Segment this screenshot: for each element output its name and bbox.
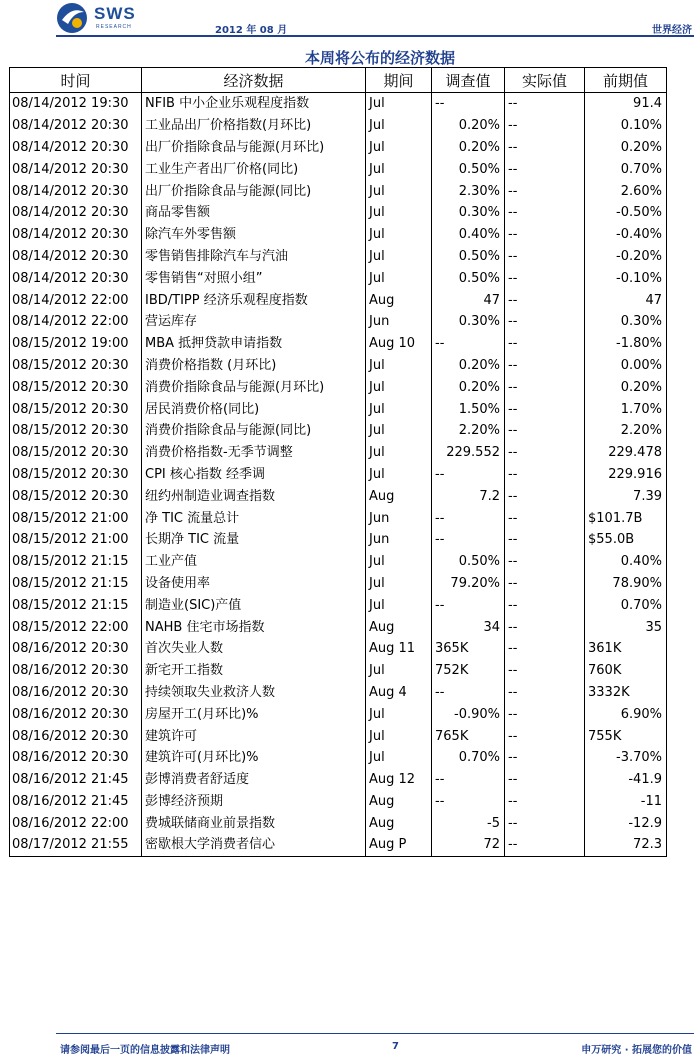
table-row (10, 355, 667, 377)
table-row (10, 398, 667, 420)
cell-indicator: 费城联储商业前景指数 (142, 812, 366, 834)
page-number: 7 (392, 1041, 399, 1052)
cell-survey: 0.40% (432, 224, 505, 246)
cell-time: 08/15/2012 21:00 (10, 529, 142, 551)
cell-survey: 0.50% (432, 551, 505, 573)
table-row (10, 507, 667, 529)
cell-prior: 72.3 (585, 834, 667, 856)
cell-actual: -- (505, 573, 585, 595)
cell-prior: 229.478 (585, 442, 667, 464)
footer-slogan: 申万研究 · 拓展您的价值 (581, 1045, 692, 1056)
cell-actual: -- (505, 442, 585, 464)
cell-time: 08/14/2012 20:30 (10, 137, 142, 159)
cell-actual: -- (505, 660, 585, 682)
logo-subtext: RESEARCH (96, 24, 132, 30)
cell-period: Jul (366, 725, 432, 747)
cell-survey: 2.30% (432, 180, 505, 202)
table-row (10, 246, 667, 268)
cell-actual: -- (505, 485, 585, 507)
cell-prior: -0.10% (585, 267, 667, 289)
cell-time: 08/14/2012 20:30 (10, 115, 142, 137)
cell-survey: 0.20% (432, 355, 505, 377)
cell-time: 08/15/2012 20:30 (10, 485, 142, 507)
cell-survey: -- (432, 594, 505, 616)
cell-period: Aug P (366, 834, 432, 856)
cell-time: 08/15/2012 20:30 (10, 442, 142, 464)
cell-indicator: 设备使用率 (142, 573, 366, 595)
cell-actual: -- (505, 682, 585, 704)
cell-indicator: 密歇根大学消费者信心 (142, 834, 366, 856)
cell-time: 08/14/2012 20:30 (10, 246, 142, 268)
cell-prior: -0.20% (585, 246, 667, 268)
cell-period: Jul (366, 180, 432, 202)
cell-indicator: 彭博经济预期 (142, 791, 366, 813)
cell-indicator: 长期净 TIC 流量 (142, 529, 366, 551)
cell-indicator: MBA 抵押贷款申请指数 (142, 333, 366, 355)
cell-survey: -- (432, 333, 505, 355)
cell-prior: 0.70% (585, 594, 667, 616)
cell-indicator: 房屋开工(月环比)% (142, 703, 366, 725)
cell-period: Aug (366, 485, 432, 507)
cell-indicator: 工业品出厂价格指数(月环比) (142, 115, 366, 137)
cell-actual: -- (505, 725, 585, 747)
cell-prior: $55.0B (585, 529, 667, 551)
cell-survey: 47 (432, 289, 505, 311)
cell-period: Jul (366, 747, 432, 769)
cell-indicator: 除汽车外零售额 (142, 224, 366, 246)
table-row (10, 376, 667, 398)
cell-actual: -- (505, 529, 585, 551)
cell-actual: -- (505, 224, 585, 246)
cell-time: 08/16/2012 20:30 (10, 747, 142, 769)
cell-period: Jul (366, 594, 432, 616)
cell-period: Jul (366, 202, 432, 224)
cell-time: 08/14/2012 20:30 (10, 224, 142, 246)
cell-time: 08/15/2012 19:00 (10, 333, 142, 355)
cell-period: Aug (366, 812, 432, 834)
cell-survey: -- (432, 682, 505, 704)
cell-actual: -- (505, 616, 585, 638)
cell-time: 08/15/2012 21:15 (10, 594, 142, 616)
table-row (10, 529, 667, 551)
cell-actual: -- (505, 158, 585, 180)
cell-actual: -- (505, 115, 585, 137)
cell-indicator: 消费价格指数 (月环比) (142, 355, 366, 377)
table-header-row (10, 68, 667, 93)
cell-actual: -- (505, 311, 585, 333)
cell-time: 08/15/2012 22:00 (10, 616, 142, 638)
cell-prior: 35 (585, 616, 667, 638)
cell-indicator: 零售销售“对照小组” (142, 267, 366, 289)
cell-prior: -0.50% (585, 202, 667, 224)
cell-indicator: 新宅开工指数 (142, 660, 366, 682)
cell-actual: -- (505, 420, 585, 442)
cell-prior: $101.7B (585, 507, 667, 529)
table-row (10, 115, 667, 137)
table-row (10, 812, 667, 834)
cell-actual: -- (505, 638, 585, 660)
cell-period: Jul (366, 355, 432, 377)
cell-prior: 47 (585, 289, 667, 311)
cell-period: Jul (366, 703, 432, 725)
table-row (10, 682, 667, 704)
cell-prior: 755K (585, 725, 667, 747)
cell-indicator: 零售销售排除汽车与汽油 (142, 246, 366, 268)
cell-indicator: 消费价指除食品与能源(月环比) (142, 376, 366, 398)
table-row (10, 485, 667, 507)
cell-time: 08/16/2012 21:45 (10, 769, 142, 791)
cell-indicator: 首次失业人数 (142, 638, 366, 660)
cell-survey: 0.70% (432, 747, 505, 769)
cell-actual: -- (505, 464, 585, 486)
table-row (10, 442, 667, 464)
cell-period: Jul (366, 224, 432, 246)
cell-prior: 3332K (585, 682, 667, 704)
cell-time: 08/16/2012 20:30 (10, 725, 142, 747)
cell-survey: -0.90% (432, 703, 505, 725)
table-row (10, 464, 667, 486)
cell-time: 08/14/2012 20:30 (10, 202, 142, 224)
cell-prior: 0.00% (585, 355, 667, 377)
cell-survey: 0.50% (432, 158, 505, 180)
company-logo (56, 0, 166, 36)
cell-period: Jul (366, 398, 432, 420)
header-date: 2012 年 08 月 (215, 25, 288, 36)
table-row (10, 158, 667, 180)
cell-survey: 229.552 (432, 442, 505, 464)
cell-actual: -- (505, 289, 585, 311)
cell-time: 08/16/2012 20:30 (10, 682, 142, 704)
cell-time: 08/15/2012 20:30 (10, 355, 142, 377)
table-row (10, 202, 667, 224)
cell-period: Jul (366, 464, 432, 486)
table-row (10, 791, 667, 813)
cell-time: 08/14/2012 22:00 (10, 289, 142, 311)
cell-actual: -- (505, 267, 585, 289)
cell-actual: -- (505, 507, 585, 529)
cell-indicator: 出厂价指除食品与能源(同比) (142, 180, 366, 202)
cell-indicator: NAHB 住宅市场指数 (142, 616, 366, 638)
footer-divider (56, 1033, 694, 1034)
cell-indicator: 持续领取失业救济人数 (142, 682, 366, 704)
cell-period: Aug 10 (366, 333, 432, 355)
cell-indicator: 工业生产者出厂价格(同比) (142, 158, 366, 180)
table-row (10, 551, 667, 573)
cell-prior: 7.39 (585, 485, 667, 507)
cell-time: 08/14/2012 22:00 (10, 311, 142, 333)
cell-actual: -- (505, 769, 585, 791)
cell-period: Jul (366, 246, 432, 268)
cell-survey: 1.50% (432, 398, 505, 420)
column-header-prior: 前期值 (585, 68, 667, 93)
cell-prior: 361K (585, 638, 667, 660)
column-header-period: 期间 (366, 68, 432, 93)
cell-actual: -- (505, 791, 585, 813)
cell-time: 08/15/2012 20:30 (10, 420, 142, 442)
cell-survey: 0.50% (432, 267, 505, 289)
cell-survey: 34 (432, 616, 505, 638)
table-row (10, 660, 667, 682)
cell-actual: -- (505, 551, 585, 573)
cell-period: Jul (366, 442, 432, 464)
header-divider (56, 35, 694, 37)
cell-survey: 72 (432, 834, 505, 856)
cell-time: 08/14/2012 20:30 (10, 267, 142, 289)
cell-prior: 0.20% (585, 376, 667, 398)
cell-prior: 0.30% (585, 311, 667, 333)
cell-time: 08/14/2012 19:30 (10, 93, 142, 115)
table-row (10, 769, 667, 791)
cell-period: Aug (366, 616, 432, 638)
cell-time: 08/15/2012 20:30 (10, 376, 142, 398)
logo-text: SWS (94, 4, 136, 23)
cell-period: Jul (366, 93, 432, 115)
cell-prior: -3.70% (585, 747, 667, 769)
cell-survey: 765K (432, 725, 505, 747)
cell-survey: 0.20% (432, 137, 505, 159)
cell-period: Jul (366, 376, 432, 398)
cell-actual: -- (505, 594, 585, 616)
page-header (0, 0, 700, 40)
column-header-survey: 调查值 (432, 68, 505, 93)
cell-time: 08/17/2012 21:55 (10, 834, 142, 856)
cell-survey: 79.20% (432, 573, 505, 595)
cell-actual: -- (505, 246, 585, 268)
cell-survey: -- (432, 529, 505, 551)
cell-time: 08/16/2012 22:00 (10, 812, 142, 834)
cell-prior: 0.10% (585, 115, 667, 137)
cell-actual: -- (505, 333, 585, 355)
cell-period: Jun (366, 529, 432, 551)
table-row (10, 725, 667, 747)
cell-prior: 0.20% (585, 137, 667, 159)
cell-survey: -- (432, 464, 505, 486)
cell-survey: -5 (432, 812, 505, 834)
cell-prior: 78.90% (585, 573, 667, 595)
cell-indicator: CPI 核心指数 经季调 (142, 464, 366, 486)
table-row (10, 834, 667, 856)
cell-actual: -- (505, 703, 585, 725)
cell-indicator: 彭博消费者舒适度 (142, 769, 366, 791)
cell-period: Aug (366, 289, 432, 311)
cell-indicator: 消费价格指数-无季节调整 (142, 442, 366, 464)
cell-time: 08/15/2012 21:15 (10, 573, 142, 595)
page-title: 本周将公布的经济数据 (304, 49, 455, 67)
cell-period: Jul (366, 573, 432, 595)
cell-indicator: 商品零售额 (142, 202, 366, 224)
table-row (10, 616, 667, 638)
cell-prior: -11 (585, 791, 667, 813)
cell-indicator: 营运库存 (142, 311, 366, 333)
cell-prior: -12.9 (585, 812, 667, 834)
cell-actual: -- (505, 93, 585, 115)
cell-survey: 365K (432, 638, 505, 660)
table-row (10, 137, 667, 159)
table-row (10, 573, 667, 595)
cell-prior: 91.4 (585, 93, 667, 115)
cell-actual: -- (505, 355, 585, 377)
cell-time: 08/15/2012 21:00 (10, 507, 142, 529)
cell-prior: -1.80% (585, 333, 667, 355)
table-row (10, 594, 667, 616)
column-header-time: 时间 (10, 68, 142, 93)
cell-period: Jul (366, 137, 432, 159)
cell-prior: 6.90% (585, 703, 667, 725)
cell-actual: -- (505, 376, 585, 398)
cell-period: Jul (366, 420, 432, 442)
table-row (10, 638, 667, 660)
economic-data-table (9, 67, 667, 857)
table-row (10, 180, 667, 202)
cell-time: 08/15/2012 20:30 (10, 464, 142, 486)
cell-actual: -- (505, 137, 585, 159)
cell-period: Jul (366, 267, 432, 289)
cell-indicator: 工业产值 (142, 551, 366, 573)
cell-survey: 0.20% (432, 376, 505, 398)
cell-indicator: 纽约州制造业调查指数 (142, 485, 366, 507)
cell-survey: 0.30% (432, 311, 505, 333)
table-row (10, 93, 667, 115)
cell-survey: 0.30% (432, 202, 505, 224)
table-row (10, 333, 667, 355)
cell-period: Jul (366, 115, 432, 137)
cell-time: 08/14/2012 20:30 (10, 158, 142, 180)
cell-actual: -- (505, 812, 585, 834)
table-row (10, 703, 667, 725)
cell-actual: -- (505, 834, 585, 856)
cell-survey: 0.50% (432, 246, 505, 268)
cell-time: 08/16/2012 20:30 (10, 703, 142, 725)
cell-prior: 1.70% (585, 398, 667, 420)
cell-time: 08/16/2012 20:30 (10, 638, 142, 660)
cell-prior: -41.9 (585, 769, 667, 791)
cell-period: Aug 4 (366, 682, 432, 704)
cell-indicator: 建筑许可(月环比)% (142, 747, 366, 769)
cell-period: Jul (366, 158, 432, 180)
cell-prior: -0.40% (585, 224, 667, 246)
cell-indicator: NFIB 中小企业乐观程度指数 (142, 93, 366, 115)
cell-survey: 0.20% (432, 115, 505, 137)
cell-actual: -- (505, 747, 585, 769)
column-header-actual: 实际值 (505, 68, 585, 93)
table-row (10, 267, 667, 289)
cell-time: 08/15/2012 20:30 (10, 398, 142, 420)
cell-survey: 752K (432, 660, 505, 682)
cell-actual: -- (505, 398, 585, 420)
cell-actual: -- (505, 202, 585, 224)
cell-indicator: IBD/TIPP 经济乐观程度指数 (142, 289, 366, 311)
cell-indicator: 建筑许可 (142, 725, 366, 747)
cell-prior: 0.40% (585, 551, 667, 573)
cell-indicator: 出厂价指除食品与能源(月环比) (142, 137, 366, 159)
cell-indicator: 居民消费价格(同比) (142, 398, 366, 420)
cell-prior: 229.916 (585, 464, 667, 486)
cell-actual: -- (505, 180, 585, 202)
cell-time: 08/16/2012 20:30 (10, 660, 142, 682)
table-row (10, 224, 667, 246)
cell-time: 08/15/2012 21:15 (10, 551, 142, 573)
logo-icon (56, 2, 90, 34)
cell-survey: -- (432, 93, 505, 115)
cell-prior: 2.60% (585, 180, 667, 202)
cell-time: 08/16/2012 21:45 (10, 791, 142, 813)
cell-indicator: 净 TIC 流量总计 (142, 507, 366, 529)
cell-period: Jul (366, 660, 432, 682)
table-row (10, 420, 667, 442)
cell-prior: 0.70% (585, 158, 667, 180)
cell-period: Jun (366, 311, 432, 333)
table-row (10, 311, 667, 333)
cell-time: 08/14/2012 20:30 (10, 180, 142, 202)
cell-prior: 760K (585, 660, 667, 682)
cell-period: Jun (366, 507, 432, 529)
cell-survey: -- (432, 791, 505, 813)
cell-prior: 2.20% (585, 420, 667, 442)
cell-survey: 7.2 (432, 485, 505, 507)
cell-survey: -- (432, 507, 505, 529)
column-header-indicator: 经济数据 (142, 68, 366, 93)
cell-survey: -- (432, 769, 505, 791)
cell-period: Aug 11 (366, 638, 432, 660)
cell-period: Jul (366, 551, 432, 573)
cell-period: Aug 12 (366, 769, 432, 791)
table-row (10, 289, 667, 311)
cell-indicator: 消费价指除食品与能源(同比) (142, 420, 366, 442)
header-category: 世界经济 (652, 25, 692, 36)
cell-period: Aug (366, 791, 432, 813)
footer-disclaimer: 请参阅最后一页的信息披露和法律声明 (60, 1045, 230, 1056)
cell-indicator: 制造业(SIC)产值 (142, 594, 366, 616)
cell-survey: 2.20% (432, 420, 505, 442)
table-row (10, 747, 667, 769)
